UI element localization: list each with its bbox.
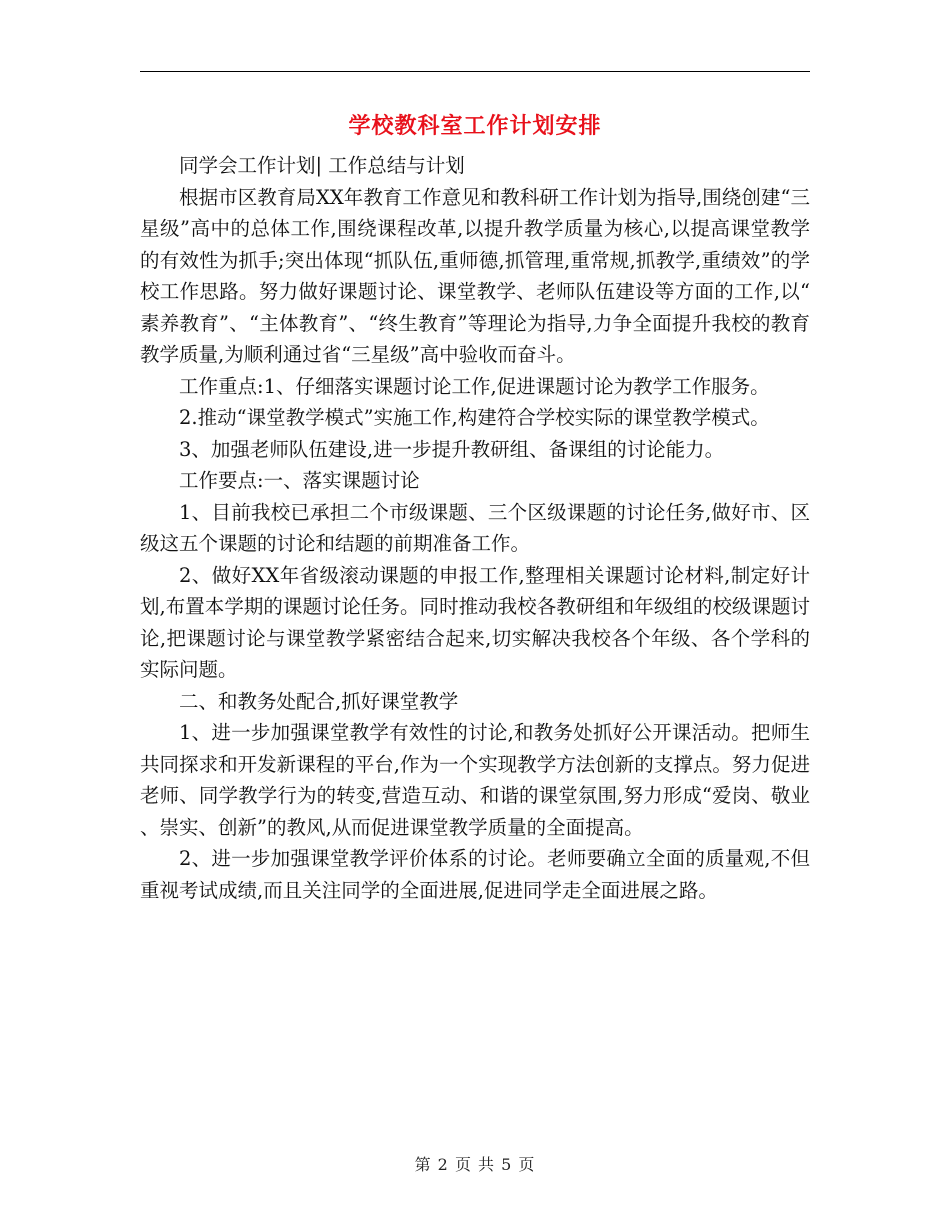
paragraph-section-2-item-1: 1、进一步加强课堂教学有效性的讨论,和教务处抓好公开课活动。把师生共同探求和开发新课程的平台,作为一个实现教学方法创新的支撑点。努力促进老师、同学教学行为的转变,营造互动、和谐的课堂氛围,努力形成“爱岗、敬业、崇实、创新”的教风,从而促进课堂教学质量的全面提高。 xyxy=(140,721,810,839)
paragraph-section-1-item-2: 2、做好XX年省级滚动课题的申报工作,整理相关课题讨论材料,制定好计划,布置本学期的课题讨论任务。同时推动我校各教研组和年级组的校级课题讨论,把课题讨论与课堂教学紧密结合起来,切实解决我校各个年级、各个学科的实际问题。 xyxy=(140,563,810,681)
document-title: 学校教科室工作计划安排 xyxy=(348,113,602,139)
paragraph-section-2-item-2: 2、进一步加强课堂教学评价体系的讨论。老师要确立全面的质量观,不但重视考试成绩,而且关注同学的全面进展,促进同学走全面进展之路。 xyxy=(140,847,810,902)
document-body xyxy=(140,150,810,906)
paragraph-section-1-item-1: 1、目前我校已承担二个市级课题、三个区级课题的讨论任务,做好市、区级这五个课题的讨论和结题的前期准备工作。 xyxy=(140,500,810,555)
page-number: 第 2 页 共 5 页 xyxy=(414,1155,536,1174)
paragraph-intro: 根据市区教育局XX年教育工作意见和教科研工作计划为指导,围绕创建“三星级”高中的总体工作,围绕课程改革,以提升教学质量为核心,以提高课堂教学的有效性为抓手;突出体现“抓队伍,重师德,抓管理,重常规,抓教学,重绩效”的学校工作思路。努力做好课题讨论、课堂教学、老师队伍建设等方面的工作,以“素养教育”、“主体教育”、“终生教育”等理论为指导,力争全面提升我校的教育教学质量,为顺利通过省“三星级”高中验收而奋斗。 xyxy=(140,185,810,366)
paragraph-focus-1: 工作重点:1、仔细落实课题讨论工作,促进课题讨论为教学工作服务。 xyxy=(179,374,770,398)
paragraph-section-1-heading: 工作要点:一、落实课题讨论 xyxy=(179,469,420,492)
paragraph-focus-2: 2.推动“课堂教学模式”实施工作,构建符合学校实际的课堂教学模式。 xyxy=(179,406,770,429)
paragraph-subtitle: 同学会工作计划| 工作总结与计划 xyxy=(179,154,465,177)
header-rule xyxy=(140,71,810,72)
paragraph-focus-3: 3、加强老师队伍建设,进一步提升教研组、备课组的讨论能力。 xyxy=(179,437,725,461)
paragraph-section-2-heading: 二、和教务处配合,抓好课堂教学 xyxy=(179,689,459,713)
